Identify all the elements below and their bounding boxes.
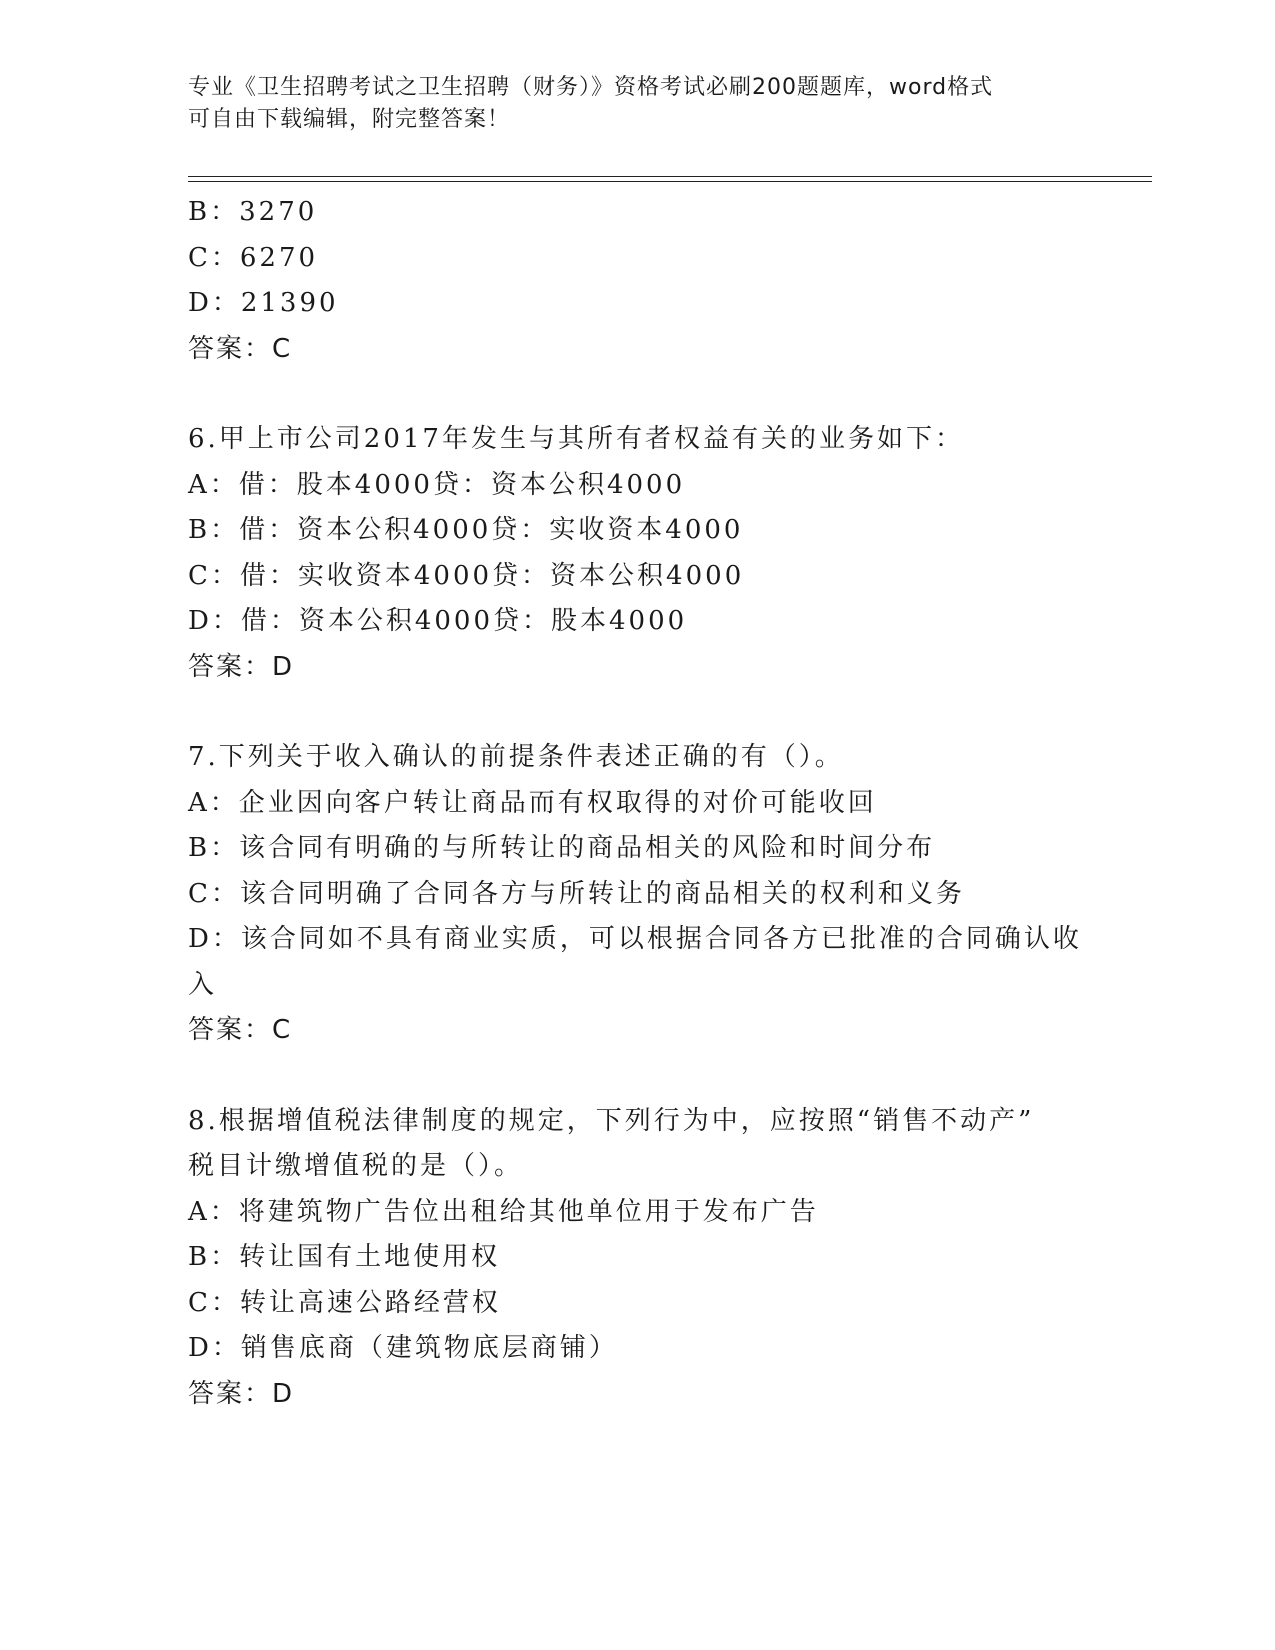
q6-option-c: C：借：实收资本4000贷：资本公积4000	[188, 560, 745, 591]
question-8-block	[188, 1099, 1088, 1418]
q6-option-a: A：借：股本4000贷：资本公积4000	[188, 469, 686, 500]
spacer	[188, 1054, 1088, 1099]
q8-question-line-2: 税目计缴增值税的是（）。	[188, 1151, 524, 1181]
header-line-2: 可自由下载编辑，附完整答案！	[188, 107, 511, 132]
header-divider-bottom	[188, 181, 1152, 182]
header-line-1: 专业《卫生招聘考试之卫生招聘（财务）》资格考试必刷200题题库，word格式	[188, 75, 994, 100]
q8-option-a: A：将建筑物广告位出租给其他单位用于发布广告	[188, 1196, 819, 1227]
q8-option-c: C：转让高速公路经营权	[188, 1287, 501, 1318]
q5-option-c: C：6270	[188, 242, 319, 273]
q6-option-b: B：借：资本公积4000贷：实收资本4000	[188, 515, 744, 545]
question-5-block	[188, 190, 1088, 372]
q6-option-d: D：借：资本公积4000贷：股本4000	[188, 606, 688, 636]
q8-option-d: D：销售底商（建筑物底层商铺）	[188, 1333, 618, 1363]
q8-question-line-1: 8.根据增值税法律制度的规定，下列行为中，应按照“销售不动产”	[188, 1105, 1035, 1136]
q7-option-c: C：该合同明确了合同各方与所转让的商品相关的权利和义务	[188, 878, 965, 909]
q6-answer: 答案：D	[188, 651, 295, 682]
document-body	[188, 190, 1088, 1417]
q5-option-b: B：3270	[188, 197, 318, 227]
q7-option-b: B：该合同有明确的与所转让的商品相关的风险和时间分布	[188, 833, 936, 863]
q8-option-b: B：转让国有土地使用权	[188, 1242, 501, 1272]
question-7-block	[188, 735, 1088, 1054]
spacer	[188, 372, 1088, 417]
spacer	[188, 690, 1088, 735]
header-divider-top	[188, 176, 1152, 177]
q7-answer: 答案：C	[188, 1015, 293, 1045]
question-6-block	[188, 417, 1088, 690]
q8-answer: 答案：D	[188, 1378, 295, 1409]
q7-question: 7.下列关于收入确认的前提条件表述正确的有（）。	[188, 742, 844, 772]
q6-question: 6.甲上市公司2017年发生与其所有者权益有关的业务如下：	[188, 424, 964, 454]
q7-option-d-line-2: 入	[188, 969, 218, 1000]
q5-option-d: D：21390	[188, 288, 339, 318]
q7-option-a: A：企业因向客户转让商品而有权取得的对价可能收回	[188, 787, 877, 818]
document-header	[188, 72, 1068, 136]
q5-answer: 答案：C	[188, 333, 293, 364]
q7-option-d-line-1: D：该合同如不具有商业实质，可以根据合同各方已批准的合同确认收	[188, 924, 1082, 954]
